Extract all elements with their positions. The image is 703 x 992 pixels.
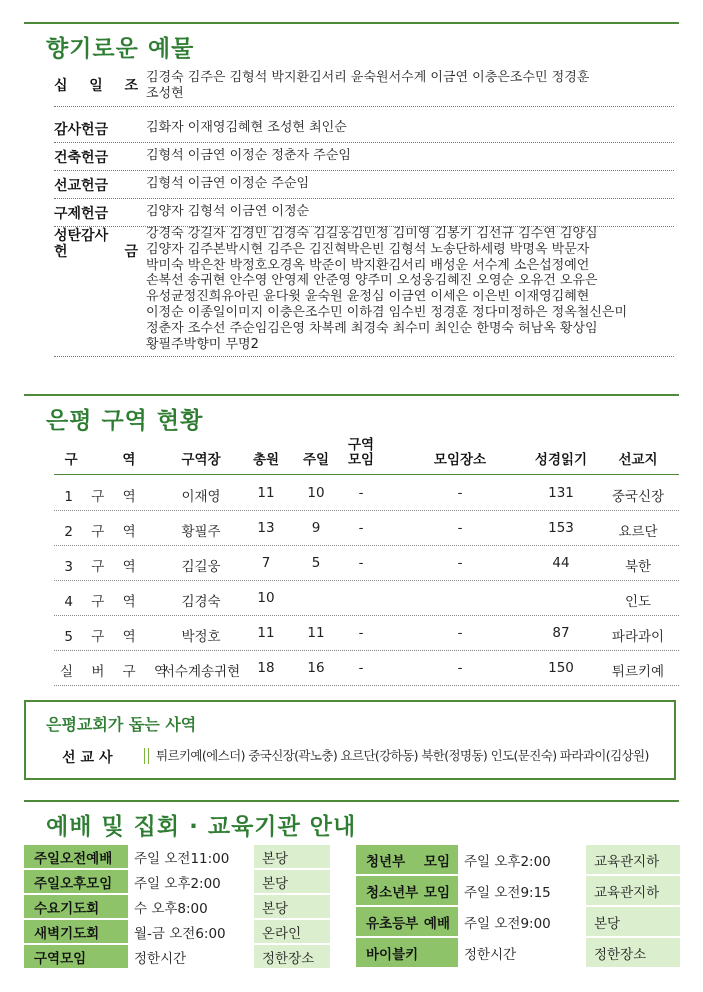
district-total: 7: [261, 555, 271, 571]
district-total: 13: [257, 520, 275, 536]
missionary-label: 선교사: [62, 750, 118, 766]
offering-names-line: 박미숙 박은찬 박정호오경옥 박준이 박지환김서리 배성운 서수계 소은섭정예언: [146, 257, 590, 273]
offering-names-line: 김양자 김형석 이금연 이정순: [146, 204, 310, 219]
schedule-time: 수 오후8:00: [128, 895, 254, 918]
offering-names-line: 김양자 김주본박시현 김주은 김진혁박은빈 김형석 노송단하세령 박명옥 박문자: [146, 241, 590, 257]
offering-names-line: 황필주박향미 무명2: [146, 336, 259, 352]
district-row: [54, 616, 679, 651]
district-mission: 인도: [624, 594, 652, 610]
schedule-label-text: 주일오전예배: [34, 850, 113, 867]
schedule-place: 교육관지하: [586, 876, 680, 905]
schedule-label-text: 바이블키: [366, 946, 419, 963]
district-sunday: 5: [311, 555, 321, 571]
district-leader: 김경숙: [181, 594, 221, 610]
header-place: 모임장소: [433, 452, 487, 468]
offering-category-line: 감사헌금: [54, 122, 109, 138]
district-meeting: -: [358, 625, 364, 641]
offering-names-line: 강경숙 강길자 김경민 김경숙 김길웅김민정 김미영 김봉기 김선규 김수연 김양심: [146, 226, 598, 241]
district-leader: 김길웅: [181, 559, 221, 575]
district-row: [54, 581, 679, 616]
district-total: 11: [257, 625, 275, 641]
offering-names: [142, 226, 674, 352]
district-meeting: -: [358, 660, 364, 676]
district-leader: 이재영: [181, 489, 221, 505]
header-district: 구 역: [64, 452, 136, 468]
schedule-time: 월-금 오전6:00: [128, 920, 254, 943]
district-place: -: [457, 485, 463, 501]
schedule-title: 예배 및 집회 · 교육기관 안내: [46, 814, 357, 840]
district-place: -: [457, 555, 463, 571]
district-name: 실 버 구 역: [60, 664, 168, 680]
district-sunday: 9: [311, 520, 321, 536]
offering-category: [54, 142, 142, 166]
header-mission: 선교지: [618, 452, 658, 468]
schedule-place: 본당: [254, 895, 330, 918]
district-mission: 파라과이: [611, 629, 665, 645]
schedule-label: [356, 876, 458, 905]
schedule-table-right: [356, 845, 680, 969]
schedule-label: [24, 870, 128, 893]
offering-category: [54, 226, 142, 352]
schedule-time: 주일 오전11:00: [128, 845, 254, 868]
offering-names: [142, 198, 674, 222]
district-bible: 150: [548, 660, 574, 676]
schedule-label: [24, 945, 128, 968]
district-bible: 87: [552, 625, 570, 641]
mission-divider: [144, 748, 149, 764]
offering-category-line: 건축헌금: [54, 150, 109, 166]
offering-names-line: 김형석 이금연 이정순 정춘자 주순임: [146, 148, 351, 163]
district-name: 3 구 역: [64, 559, 136, 575]
district-mission: 튀르키예: [611, 664, 665, 680]
mission-support-box: [24, 700, 676, 780]
district-total: 18: [257, 660, 275, 676]
header-total: 총원: [252, 452, 280, 468]
district-mission: 북한: [624, 559, 652, 575]
district-bible: 131: [548, 485, 574, 501]
schedule-label: [24, 845, 128, 868]
offering-names-line: 김형석 이금연 이정순 주순임: [146, 176, 310, 191]
schedule-top-rule: [24, 800, 679, 802]
schedule-time: 주일 오후2:00: [458, 845, 586, 874]
schedule-time: 정한시간: [128, 945, 254, 968]
schedule-label: [356, 907, 458, 936]
schedule-label-text: 구역모임: [34, 950, 87, 967]
district-place: -: [457, 625, 463, 641]
offering-names: [142, 142, 674, 166]
district-meeting: -: [358, 555, 364, 571]
offering-names-line: 손복선 송귀현 안수영 안영제 안준영 양주미 오성웅김혜진 오영순 오유건 오유은: [146, 273, 598, 289]
district-title: 은평 구역 현황: [46, 408, 204, 434]
offering-row: [54, 196, 674, 227]
schedule-place: 온라인: [254, 920, 330, 943]
district-row: [54, 476, 679, 511]
offering-names-line: 김경숙 김주은 김형석 박지환김서리 윤숙원서수계 이금연 이충은조수민 정경훈: [146, 70, 590, 85]
offering-category: [54, 70, 142, 102]
header-meeting: 구역모임: [347, 437, 375, 468]
offering-names: [142, 170, 674, 194]
missionary-list: 튀르키예(에스더) 중국신장(곽노충) 요르단(강하동) 북한(정명동) 인도(문진숙) 파라과이(김상원): [156, 748, 649, 763]
schedule-time: 주일 오후2:00: [128, 870, 254, 893]
schedule-label-text: 청소년부 모임: [366, 884, 450, 901]
schedule-label-text: 주일오후모임: [34, 875, 113, 892]
district-place: -: [457, 660, 463, 676]
offering-title: 향기로운 예물: [46, 36, 195, 62]
district-leader: 서수계송귀현: [161, 664, 241, 680]
offering-row: [54, 224, 674, 357]
district-total: 10: [257, 590, 275, 606]
district-place: -: [457, 520, 463, 536]
offering-row: [54, 112, 674, 143]
district-leader: 황필주: [181, 524, 221, 540]
offering-row: [54, 140, 674, 171]
schedule-place: 정한장소: [254, 945, 330, 968]
district-row: [54, 511, 679, 546]
schedule-label-text: 새벽기도회: [34, 925, 100, 942]
district-leader: 박정호: [181, 629, 221, 645]
schedule-label: [24, 895, 128, 918]
district-sunday: 11: [307, 625, 325, 641]
header-sunday: 주일: [302, 452, 330, 468]
district-row: [54, 546, 679, 581]
district-mission: 중국신장: [611, 489, 665, 505]
offering-category-line: 선교헌금: [54, 178, 109, 194]
offering-category-line: 구제헌금: [54, 206, 109, 222]
offering-category-line: 헌 금: [54, 244, 138, 260]
offering-category-line: 십 일 조: [54, 78, 138, 94]
schedule-label: [356, 845, 458, 874]
offering-names-line: 이정순 이종일이미지 이충은조수민 이하겸 임수빈 정경훈 정다미정하은 정옥철신은미: [146, 304, 628, 320]
offering-category-line: 성탄감사: [54, 228, 109, 244]
schedule-time: 주일 오전9:15: [458, 876, 586, 905]
district-sunday: 10: [307, 485, 325, 501]
offering-top-rule: [24, 22, 679, 24]
header-bible: 성경읽기: [534, 452, 588, 468]
schedule-place: 본당: [586, 907, 680, 936]
mission-support-title: 은평교회가 돕는 사역: [46, 715, 197, 734]
district-top-rule: [24, 394, 679, 396]
district-name: 5 구 역: [64, 629, 136, 645]
offering-names: [142, 70, 674, 102]
offering-row: [54, 168, 674, 199]
schedule-label: [356, 938, 458, 967]
district-table-header: [54, 438, 679, 475]
schedule-label-text: 수요기도회: [34, 900, 100, 917]
district-name: 4 구 역: [64, 594, 136, 610]
schedule-place: 본당: [254, 845, 330, 868]
offering-names-line: 김화자 이재영김혜현 조성현 최인순: [146, 120, 347, 135]
offering-names-line: 정춘자 조수선 주순임김은영 차복례 최경숙 최수미 최인순 한명숙 허남옥 황상임: [146, 320, 598, 336]
offering-category: [54, 198, 142, 222]
district-bible: 44: [552, 555, 570, 571]
district-meeting: -: [358, 520, 364, 536]
schedule-place: 본당: [254, 870, 330, 893]
district-mission: 요르단: [618, 524, 658, 540]
schedule-place: 정한장소: [586, 938, 680, 967]
district-name: 2 구 역: [64, 524, 136, 540]
schedule-time: 정한시간: [458, 938, 586, 967]
schedule-label-text: 유초등부 예배: [366, 915, 450, 932]
district-sunday: 16: [307, 660, 325, 676]
schedule-label-text: 청년부 모임: [366, 853, 450, 870]
district-row: [54, 651, 679, 686]
offering-names: [142, 114, 674, 138]
schedule-label: [24, 920, 128, 943]
schedule-table-left: [24, 845, 330, 969]
header-leader: 구역장: [181, 452, 221, 468]
district-meeting: -: [358, 485, 364, 501]
district-total: 11: [257, 485, 275, 501]
offering-category: [54, 114, 142, 138]
offering-names-line: 조성현: [146, 85, 184, 101]
district-name: 1 구 역: [64, 489, 136, 505]
schedule-place: 교육관지하: [586, 845, 680, 874]
offering-category: [54, 170, 142, 194]
schedule-time: 주일 오전9:00: [458, 907, 586, 936]
district-bible: 153: [548, 520, 574, 536]
offering-row: [54, 68, 674, 107]
offering-names-line: 유성균정진희유아린 윤다윗 윤숙원 윤정심 이금연 이세은 이은빈 이재영김혜현: [146, 289, 590, 305]
